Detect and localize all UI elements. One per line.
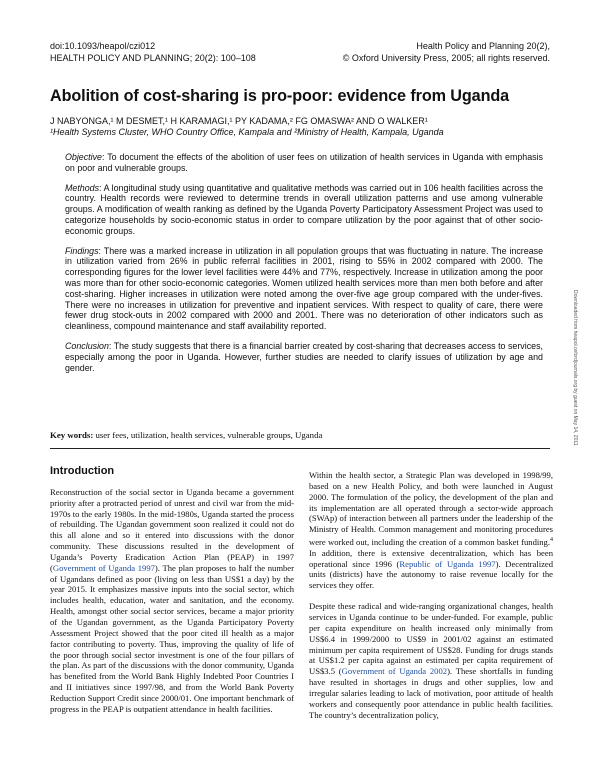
column-right bbox=[309, 470, 553, 720]
divider bbox=[50, 448, 550, 449]
footnote-marker[interactable]: 4 bbox=[550, 537, 553, 544]
paragraph: Despite these radical and wide-ranging organizational changes, health services in Uganda continue to be under-funded. For example, public per capita expenditure on health increased only minimally from US$6.4 in 1999/2000 to US$9 in 2001/02 against an estimated minimum per capita requirement of US$28. Funding for drugs stands at US$1.2 per capita against an estimated per capita requirement of US$3.5 (Government of Uganda 2002). These shortfalls in funding have resulted in shortages in drugs and other supplies, low and irregular salaries leading to lack of motivation, poor attitude of health workers and consequently poor attendance in public health facilities. The country’s decentralization policy, bbox=[309, 601, 553, 720]
citation-link[interactable]: Government of Uganda 1997 bbox=[52, 562, 155, 573]
abstract-methods: Methods: A longitudinal study using quantitative and qualitative methods was carried out in 106 health facilities across the country. Health records were reviewed to determine trends in overall utilization patterns and use among vulnerable groups. A modification of wealth ranking as defined by the Uganda Poverty Participatory Assessment Project was used to categorize households by socio-economic status in order to compare utilization by the poor against that of other socio-economic groups. bbox=[65, 182, 543, 236]
copyright: © Oxford University Press, 2005; all rights reserved. bbox=[342, 53, 550, 63]
journal-citation: HEALTH POLICY AND PLANNING; 20(2): 100–108 bbox=[50, 53, 256, 63]
column-left bbox=[50, 466, 294, 715]
download-watermark: Downloaded from heapol.oxfordjournals.org by guest on May 14, 2011 bbox=[572, 290, 578, 446]
abstract bbox=[65, 152, 543, 382]
paragraph: Reconstruction of the social sector in Uganda became a government priority after a protracted period of unrest and civil war from the mid-1970s to the early 1980s. In the mid-1980s, Uganda started the process of rebuilding. The Ugandan government soon realized it could not do this all alone and so it entered into discussions with the donor community. These discussions resulted in the development of Uganda’s Poverty Eradication Action Plan (PEAP) in 1997 (Government of Uganda 1997). The plan proposes to half the number of Ugandans defined as poor (living on less than US$1 a day) by the year 2015. It emphasizes massive inputs into the social sector, which includes health, education, water and sanitation, and the economy. Health, amongst other social sector services, became a major priority of the Ugandan government, as the Uganda Participatory Poverty Assessment Project showed that the poor cited ill health as a major factor contributing to poverty. Thus, improving the quality of life of the poor through social sector investment is one of the four pillars of the plan. As part of the discussions with the donor community, Uganda has benefited from the World Bank Highly Indebted Poor Countries I and II initiatives since 1997/98, and from the World Bank Poverty Reduction Support Credit since 2000/01. One important benchmark of progress in the PEAP is outpatient attendance in health facilities. bbox=[50, 486, 294, 714]
citation-link[interactable]: Government of Uganda 2002 bbox=[341, 666, 448, 677]
doi[interactable]: doi:10.1093/heapol/czi012 bbox=[50, 41, 156, 51]
section-heading-introduction: Introduction bbox=[50, 465, 115, 477]
citation-link[interactable]: Republic of Uganda 1997 bbox=[399, 558, 496, 569]
paragraph: Within the health sector, a Strategic Plan was developed in 1998/99, based on a new Health Policy, and both were launched in August 2000. The formulation of the policy, the development of the plan and its implementation are all operated through a sector-wide approach (SWAp) of interaction between all partners under the leadership of the Ministry of Health. Common management and monitoring procedures were worked out, including the creation of a common basket funding.$^4$ In addition, there is extensive decentralization, which has been operational since 1996 (Republic of Uganda 1997). Decentralized units (districts) have the autonomy to raise revenue locally for the services they offer. bbox=[309, 470, 554, 591]
abstract-conclusion: Conclusion: The study suggests that there is a financial barrier created by cost-sharing that decreases access to services, especially among the poor in Uganda. However, further studies are needed to clarify issues of utilization by age and gender. bbox=[65, 340, 543, 373]
article-title: Abolition of cost-sharing is pro-poor: evidence from Uganda bbox=[50, 87, 510, 105]
keywords: Key words: user fees, utilization, health services, vulnerable groups, Uganda bbox=[50, 430, 323, 440]
journal-name: Health Policy and Planning 20(2), bbox=[416, 41, 550, 51]
abstract-findings: Findings: There was a marked increase in utilization in all population groups that was fluctuating in nature. The increase in utilization varied from 26% in public referral facilities in 2001, rising to 55% in 2002 compared with 2000. The corresponding figures for the lower level facilities were 44% and 77%, respectively. Increase in utilization among the poor was more than for other socio-economic categories. Women utilized health services more than men both before and after cost-sharing. Higher increases in utilization were noted among the over-five age group compared with the under-fives. There were no increases in utilization for preventive and inpatient services. With respect to quality of care, there were fewer drug stock-outs in 2002 compared with 2000 and 2001. There was no deterioration of other indicators such as cleanliness, compound maintenance and staff availability reported. bbox=[65, 245, 543, 332]
abstract-objective: Objective: To document the effects of the abolition of user fees on utilization of health services in Uganda with emphasis on poor and vulnerable groups. bbox=[65, 152, 543, 173]
authors: J NABYONGA,¹ M DESMET,¹ H KARAMAGI,¹ PY KADAMA,² FG OMASWA² AND O WALKER¹ bbox=[50, 116, 428, 126]
affiliation: ¹Health Systems Cluster, WHO Country Office, Kampala and ²Ministry of Health, Kampala, Uganda bbox=[50, 127, 444, 137]
